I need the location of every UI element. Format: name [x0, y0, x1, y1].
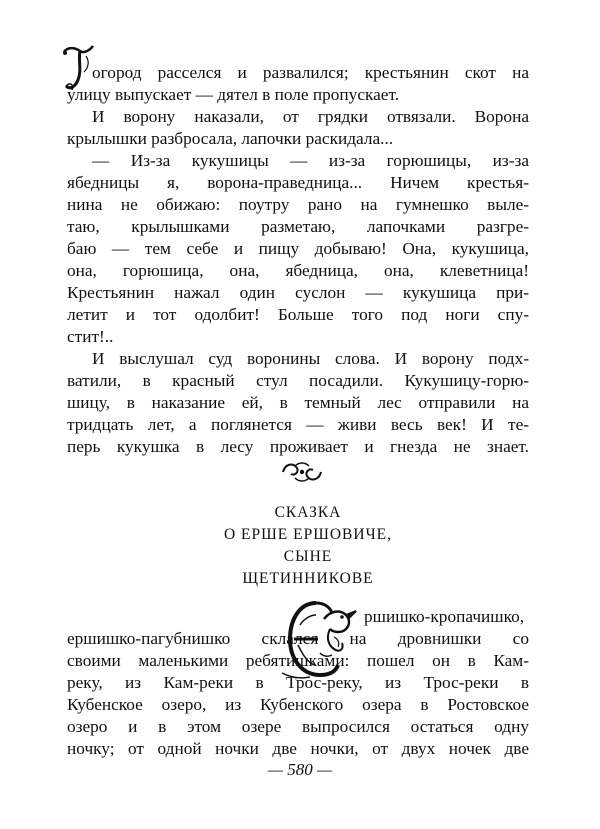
text-line: ершишко-пагубнишко склался на дровнишки со	[67, 629, 529, 648]
text-line: озеро и в этом озере выпросился остаться одну	[67, 717, 529, 736]
text-line: Крестьянин нажал один суслон — кукушица при-	[67, 283, 529, 302]
text-line: — Из-за кукушицы — из-за горюшицы, из-за	[92, 151, 529, 170]
text-line: летит и тот одолбит! Больше того под ноги спу-	[67, 305, 529, 324]
text-line: ватили, в красный стул посадили. Кукушицу-горю-	[67, 371, 529, 390]
tale-first-line: ршишко-кропачишко,	[364, 607, 525, 626]
floral-ornament-icon	[279, 458, 325, 486]
text-line: она, горюшица, она, ябедница, она, клеветница!	[67, 261, 529, 280]
text-line: тридцать лет, а поглянется — живи весь век! И те-	[67, 415, 529, 434]
text-line: И ворону наказали, от грядки отвязали. Ворона	[92, 107, 529, 126]
text-line: И выслушал суд воронины слова. И ворону подх-	[92, 349, 529, 368]
text-line: ночку; от одной ночки две ночки, от двух ночек две	[67, 739, 529, 758]
text-line: реку, из Кам-реки в Трос-реку, из Трос-реки в	[67, 673, 529, 692]
text-line: баю — тем себе и пищу добываю! Она, кукушица,	[67, 239, 529, 258]
text-line: улицу выпускает — дятел в поле пропускает.	[67, 85, 400, 104]
tale-title-line: СКАЗКА	[274, 504, 342, 521]
text-line: крылышки разбросала, лапочки раскидала...	[67, 129, 394, 148]
page-number: — 580 —	[267, 760, 333, 779]
text-line: нина не обижаю: поутру рано на гумнешко выле-	[67, 195, 529, 214]
text-line: своими маленькими ребятишками: пошел он в Кам-	[67, 651, 529, 670]
text-line: таю, крылышками разметаю, лапочками разгре-	[67, 217, 529, 236]
text-line: перь кукушка в лесу проживает и гнезда не знает.	[67, 437, 529, 456]
text-line: шицу, в наказание ей, в темный лес отправили на	[67, 393, 529, 412]
text-line: ябедницы я, ворона-праведница... Ничем крестья-	[67, 173, 529, 192]
tale-title-line: СЫНЕ	[283, 548, 333, 565]
text-line: огород расселся и развалился; крестьянин скот на	[92, 63, 529, 82]
tale-title-line: ЩЕТИННИКОВЕ	[242, 570, 374, 587]
tale-title-line: О ЕРШЕ ЕРШОВИЧЕ,	[223, 526, 392, 543]
text-line: стит!..	[67, 327, 114, 346]
text-line: Кубенское озеро, из Кубенского озера в Ростовское	[67, 695, 529, 714]
